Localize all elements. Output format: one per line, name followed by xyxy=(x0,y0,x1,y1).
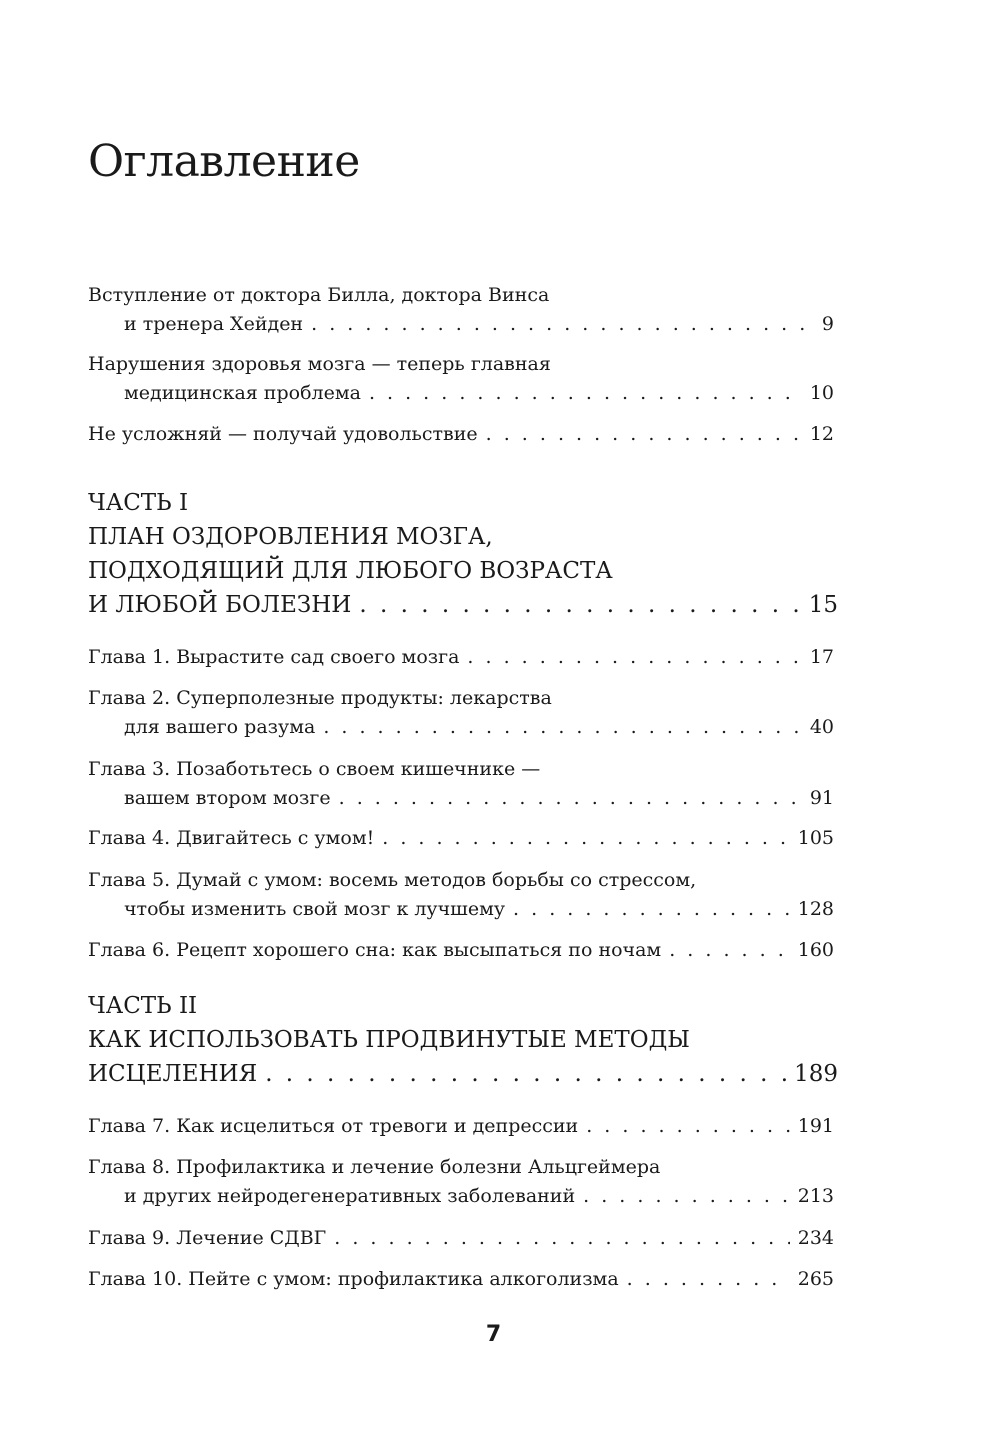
chapter-page-number: 40 xyxy=(809,716,834,738)
part-label: ЧАСТЬ II xyxy=(88,993,198,1019)
chapter-title-cont: и других нейродегенеративных заболеваний xyxy=(124,1185,576,1207)
chapter-page-number: 234 xyxy=(797,1227,834,1249)
dot-leader xyxy=(369,379,802,408)
dot-leader xyxy=(486,420,802,449)
part-label: ЧАСТЬ I xyxy=(88,490,189,516)
entry-line: Нарушения здоровья мозга — теперь главная xyxy=(88,353,551,375)
chapter-title: Глава 4. Двигайтесь с умом! xyxy=(88,827,375,849)
chapter-page-number: 105 xyxy=(797,827,834,849)
chapter-title: Глава 8. Профилактика и лечение болезни Альцгеймера xyxy=(88,1156,661,1178)
chapter-title-cont: чтобы изменить свой мозг к лучшему xyxy=(124,898,506,920)
chapter-title: Глава 1. Вырастите сад своего мозга xyxy=(88,646,460,668)
chapter-title: Глава 9. Лечение СДВГ xyxy=(88,1227,327,1249)
toc-chapter-7[interactable] xyxy=(88,1112,834,1141)
chapter-title: Глава 5. Думай с умом: восемь методов борьбы со стрессом, xyxy=(88,869,697,891)
toc-chapter-10[interactable] xyxy=(88,1265,834,1294)
chapter-page-number: 91 xyxy=(809,787,834,809)
toc-chapter-8[interactable] xyxy=(88,1153,834,1211)
dot-leader xyxy=(339,784,802,813)
page-number: 7 xyxy=(485,1322,502,1347)
dot-leader xyxy=(513,895,790,924)
toc-chapter-1[interactable] xyxy=(88,643,834,672)
dot-leader xyxy=(467,643,801,672)
entry-line: Вступление от доктора Билла, доктора Винса xyxy=(88,284,550,306)
toc-chapter-2[interactable] xyxy=(88,684,834,742)
toc-chapter-9[interactable] xyxy=(88,1224,834,1253)
dot-leader xyxy=(265,1057,786,1091)
part-title-line: ПОДХОДЯЩИЙ ДЛЯ ЛЮБОГО ВОЗРАСТА xyxy=(88,558,613,584)
chapter-page-number: 17 xyxy=(809,646,834,668)
chapter-page-number: 191 xyxy=(797,1115,834,1137)
chapter-title-cont: для вашего разума xyxy=(124,716,316,738)
dot-leader xyxy=(359,588,800,622)
part-title-line: ИСЦЕЛЕНИЯ xyxy=(88,1061,258,1087)
chapter-title: Глава 3. Позаботьтесь о своем кишечнике — xyxy=(88,758,541,780)
part-title-line: И ЛЮБОЙ БОЛЕЗНИ xyxy=(88,592,352,618)
entry-page-number: 9 xyxy=(821,313,834,335)
toc-chapter-3[interactable] xyxy=(88,755,834,813)
dot-leader xyxy=(627,1265,790,1294)
chapter-title: Глава 7. Как исцелиться от тревоги и депрессии xyxy=(88,1115,579,1137)
dot-leader xyxy=(311,310,814,339)
part-page-number: 15 xyxy=(808,592,838,618)
part-title-line: КАК ИСПОЛЬЗОВАТЬ ПРОДВИНУТЫЕ МЕТОДЫ xyxy=(88,1027,690,1053)
chapter-title: Глава 2. Суперполезные продукты: лекарства xyxy=(88,687,552,709)
chapter-page-number: 160 xyxy=(797,939,834,961)
toc-part-1[interactable] xyxy=(88,486,838,622)
toc-entry-intro[interactable] xyxy=(88,281,834,339)
entry-line: медицинская проблема xyxy=(124,382,361,404)
toc-chapter-5[interactable] xyxy=(88,866,834,924)
dot-leader xyxy=(323,713,802,742)
toc-part-2[interactable] xyxy=(88,989,838,1091)
toc-entry-keep-simple[interactable] xyxy=(88,420,834,449)
entry-page-number: 12 xyxy=(809,423,834,445)
chapter-title-cont: вашем втором мозге xyxy=(124,787,331,809)
entry-page-number: 10 xyxy=(809,382,834,404)
dot-leader xyxy=(583,1182,790,1211)
entry-line: и тренера Хейден xyxy=(124,313,304,335)
toc-chapter-6[interactable] xyxy=(88,936,834,965)
page-title: Оглавление xyxy=(88,136,360,187)
dot-leader xyxy=(586,1112,790,1141)
dot-leader xyxy=(669,936,790,965)
chapter-page-number: 128 xyxy=(797,898,834,920)
toc-chapter-4[interactable] xyxy=(88,824,834,853)
chapter-page-number: 265 xyxy=(797,1268,834,1290)
toc-entry-brain-health[interactable] xyxy=(88,350,834,408)
dot-leader xyxy=(382,824,790,853)
entry-line: Не усложняй — получай удовольствие xyxy=(88,423,478,445)
part-page-number: 189 xyxy=(794,1061,838,1087)
chapter-title: Глава 10. Пейте с умом: профилактика алкоголизма xyxy=(88,1268,619,1290)
dot-leader xyxy=(334,1224,789,1253)
part-title-line: ПЛАН ОЗДОРОВЛЕНИЯ МОЗГА, xyxy=(88,524,493,550)
chapter-page-number: 213 xyxy=(797,1185,834,1207)
chapter-title: Глава 6. Рецепт хорошего сна: как высыпаться по ночам xyxy=(88,939,662,961)
